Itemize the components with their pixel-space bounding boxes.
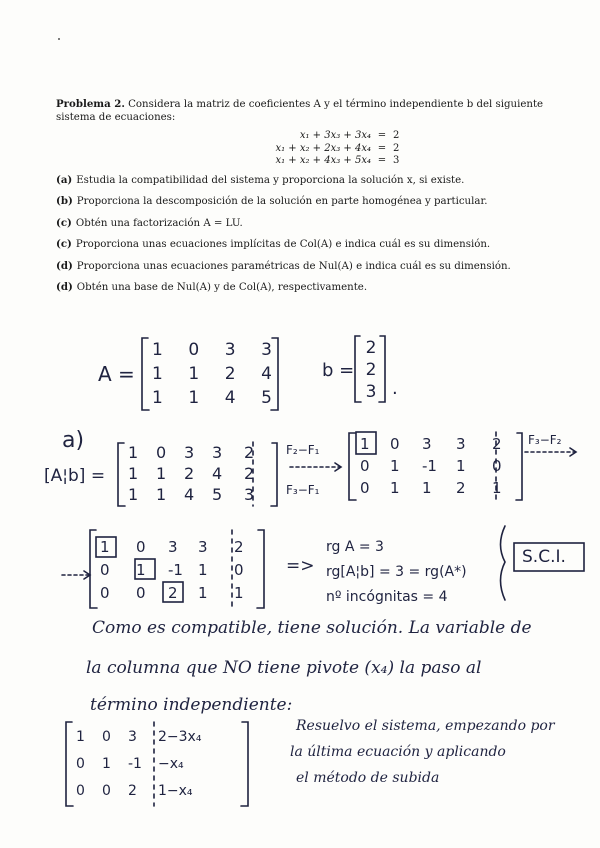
- matrix-cell: 3: [212, 443, 223, 462]
- matrix-cell: -1: [422, 457, 437, 475]
- matrix-row: [100, 536, 260, 559]
- matrix-cell: 3: [224, 340, 236, 360]
- equation-rhs: 2: [393, 130, 400, 141]
- matrix-row: [128, 463, 268, 484]
- augmented-matrix-1: [128, 442, 268, 505]
- matrix-cell: 4: [184, 485, 195, 504]
- matrix-cell: 2: [244, 443, 255, 462]
- matrix-cell: 1: [152, 388, 163, 408]
- vector-cell: 2: [365, 338, 377, 358]
- matrix-cell: 1: [156, 485, 167, 504]
- matrix-cell: 2: [244, 464, 255, 483]
- matrix-row: [360, 477, 520, 499]
- matrix-cell: 2: [224, 364, 236, 384]
- matrix-cell: 1: [234, 584, 244, 602]
- matrix-cell: 0: [360, 479, 370, 497]
- question-label: (c): [56, 216, 72, 229]
- matrix-cell: 3: [184, 443, 195, 462]
- matrix-cell: 3: [128, 729, 137, 745]
- matrix-cell: 1: [198, 584, 208, 602]
- vector-cell: 2: [365, 360, 377, 380]
- matrix-row: [76, 778, 246, 805]
- matrix-cell: 2−3x₄: [158, 729, 202, 745]
- question-text: Proporciona unas ecuaciones implícitas de Col(A) e indica cuál es su dimensión.: [75, 239, 491, 251]
- matrix-cell: 4: [224, 388, 236, 408]
- matrix-row: [152, 386, 272, 410]
- implies-arrow: =>: [286, 556, 315, 576]
- question-text: Obtén una factorización A = LU.: [75, 217, 243, 229]
- matrix-cell: 0: [188, 340, 200, 360]
- matrix-row: [100, 559, 260, 582]
- matrix-cell: 5: [212, 485, 223, 504]
- matrix-cell: 0: [136, 584, 146, 602]
- matrix-cell: 3: [198, 538, 208, 556]
- equation-row: x₁ + x₂ + 2x₃ + 4x₄ = 2: [256, 143, 576, 156]
- question-label: (b): [56, 195, 73, 208]
- matrix-cell: 1: [152, 364, 163, 384]
- matrix-cell: 1: [152, 340, 163, 360]
- equation-rhs: 3: [393, 155, 400, 166]
- question-text: Estudia la compatibilidad del sistema y proporciona la solución x, si existe.: [76, 174, 465, 186]
- augmented-label: [A¦b] =: [44, 466, 106, 486]
- matrix-cell: 1: [390, 457, 400, 475]
- vector-b-label: b =: [322, 360, 355, 381]
- matrix-cell: 2: [184, 464, 195, 483]
- augmented-matrix-3: [100, 536, 260, 605]
- note-line: Resuelvo el sistema, empezando por: [296, 718, 555, 734]
- matrix-cell: 2: [492, 435, 502, 453]
- matrix-cell: 3: [422, 435, 432, 453]
- matrix-cell: 1: [128, 464, 139, 483]
- question-label: (a): [56, 173, 73, 186]
- question-text: Proporciona unas ecuaciones paramétricas de Nul(A) e indica cuál es su dimensión.: [76, 260, 511, 272]
- matrix-row: [152, 338, 272, 362]
- matrix-cell: 0: [492, 457, 502, 475]
- system-classification: S.C.I.: [522, 547, 566, 567]
- problem-title: Problema 2.: [56, 98, 125, 110]
- matrix-cell: 1: [76, 729, 85, 745]
- matrix-row: [152, 362, 272, 386]
- paragraph-line: la columna que NO tiene pivote (x₄) la paso al: [86, 658, 482, 678]
- rank-line: nº incógnitas = 4: [326, 589, 448, 605]
- matrix-cell: 1: [360, 435, 370, 453]
- matrix-a-label: A =: [98, 362, 135, 386]
- period: .: [392, 378, 398, 399]
- matrix-cell: 4: [261, 364, 272, 384]
- matrix-cell: 1: [128, 485, 139, 504]
- augmented-matrix-4: [76, 724, 246, 805]
- equation-rhs: 2: [393, 142, 400, 154]
- matrix-cell: 1: [188, 388, 200, 408]
- matrix-cell: 0: [76, 756, 85, 772]
- matrix-cell: 3: [168, 538, 178, 556]
- matrix-cell: 1: [390, 479, 400, 497]
- matrix-cell: 1: [100, 538, 110, 556]
- paragraph-line: Como es compatible, tiene solución. La variable de: [92, 618, 532, 638]
- matrix-cell: 0: [100, 561, 110, 579]
- matrix-cell: 0: [156, 443, 167, 462]
- note-line: la última ecuación y aplicando: [290, 744, 506, 760]
- matrix-row: [360, 455, 520, 477]
- matrix-cell: 0: [76, 783, 85, 799]
- matrix-cell: 2: [456, 479, 466, 497]
- matrix-cell: 1: [102, 756, 111, 772]
- vector-b: [362, 337, 380, 403]
- matrix-cell: 2: [234, 538, 244, 556]
- equation-row: x₁ + x₂ + 4x₃ + 5x₄ = 3: [256, 155, 576, 168]
- rank-results: [326, 535, 467, 610]
- matrix-row: [360, 433, 520, 455]
- matrix-cell: 0: [390, 435, 400, 453]
- matrix-cell: -1: [128, 756, 142, 772]
- matrix-cell: −x₄: [158, 756, 184, 772]
- rank-line: rg[A¦b] = 3 = rg(A*): [326, 564, 467, 580]
- matrix-cell: 0: [102, 729, 111, 745]
- matrix-cell: 0: [360, 457, 370, 475]
- matrix-cell: 2: [168, 584, 178, 602]
- matrix-cell: 0: [102, 783, 111, 799]
- matrix-row: [76, 724, 246, 751]
- part-a-label: a): [62, 428, 85, 453]
- matrix-cell: 1: [422, 479, 432, 497]
- question-text: Proporciona la descomposición de la solución en parte homogénea y particular.: [76, 196, 488, 208]
- question-label: (d): [56, 281, 73, 294]
- matrix-cell: 4: [212, 464, 223, 483]
- matrix-cell: 1: [128, 443, 139, 462]
- matrix-cell: 3: [456, 435, 466, 453]
- matrix-cell: 0: [100, 584, 110, 602]
- equation-lhs: x₁ + x₂ + 2x₃ + 4x₄: [275, 142, 371, 154]
- rank-line: rg A = 3: [326, 539, 384, 555]
- problem-text: Considera la matriz de coeficientes A y el término independiente b del siguiente sistema de ecuaciones:: [56, 99, 544, 123]
- matrix-cell: 1: [188, 364, 200, 384]
- matrix-cell: 1: [492, 479, 502, 497]
- note-line: el método de subida: [296, 770, 440, 786]
- augmented-matrix-2: [360, 433, 520, 499]
- matrix-cell: 1: [198, 561, 208, 579]
- matrix-cell: -1: [168, 561, 183, 579]
- matrix-cell: 5: [261, 388, 272, 408]
- question-text: Obtén una base de Nul(A) y de Col(A), respectivamente.: [76, 282, 368, 294]
- equation-row: x₁ + 3x₃ + 3x₄ = 2: [256, 130, 576, 143]
- matrix-row: [128, 484, 268, 505]
- matrix-a: [152, 338, 272, 410]
- equation-lhs: x₁ + 3x₃ + 3x₄: [299, 130, 371, 141]
- matrix-cell: 2: [128, 783, 137, 799]
- matrix-cell: 3: [261, 340, 272, 360]
- matrix-cell: 0: [136, 538, 146, 556]
- vector-cell: 3: [365, 382, 377, 402]
- row-operation-2: F₃−F₂: [528, 433, 562, 447]
- matrix-cell: 3: [244, 485, 255, 504]
- matrix-cell: 1: [456, 457, 466, 475]
- matrix-cell: 0: [234, 561, 244, 579]
- matrix-cell: 1: [156, 464, 167, 483]
- matrix-row: [128, 442, 268, 463]
- equation-lhs: x₁ + x₂ + 4x₃ + 5x₄: [275, 155, 371, 166]
- row-operation-1b: F₃−F₁: [286, 483, 320, 497]
- matrix-cell: 1: [136, 561, 146, 579]
- question-label: (d): [56, 259, 73, 272]
- question-label: (c): [56, 238, 72, 251]
- matrix-row: [76, 751, 246, 778]
- row-operation-1a: F₂−F₁: [286, 443, 320, 457]
- paragraph-line: término independiente:: [90, 695, 293, 715]
- matrix-row: [100, 582, 260, 605]
- matrix-cell: 1−x₄: [158, 783, 193, 799]
